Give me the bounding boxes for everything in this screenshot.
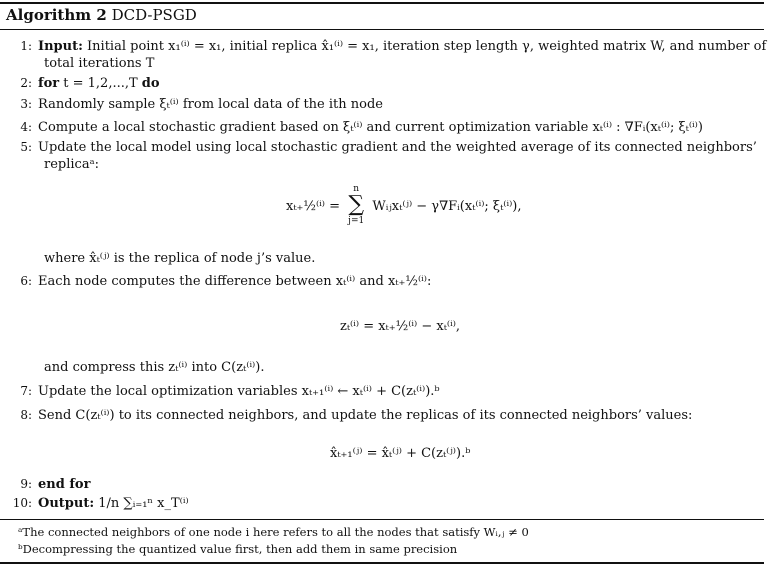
algorithm-title (6, 6, 197, 24)
step-7 (2, 383, 440, 400)
bottom-rule (0, 562, 764, 564)
step-number: 9: (20, 477, 32, 491)
step-number: 5: (20, 140, 32, 154)
eq1-sum-upper: n (353, 184, 360, 194)
step-4 (2, 119, 703, 136)
step-number: 8: (20, 408, 32, 422)
output-keyword: Output: (38, 496, 95, 511)
eq1-rhs: Wᵢⱼxₜ⁽ʲ⁾ − γ∇Fᵢ(xₜ⁽ⁱ⁾; ξₜ⁽ⁱ⁾), (372, 199, 522, 214)
loop-range: t = 1,2,...,T (63, 76, 138, 91)
step-10 (2, 495, 189, 512)
step-9 (2, 476, 90, 493)
step-number: 3: (20, 97, 32, 111)
equation-local-update (286, 184, 521, 226)
step-text: Each node computes the difference between xₜ⁽ⁱ⁾ and xₜ₊½⁽ⁱ⁾: (38, 274, 432, 289)
step-number: 10: (12, 496, 32, 510)
step-number: 2: (20, 76, 32, 90)
step-text: Randomly sample ξₜ⁽ⁱ⁾ from local data of the ith node (38, 97, 383, 112)
eq1-lhs: xₜ₊½⁽ⁱ⁾ = (286, 199, 341, 214)
step-2 (2, 75, 160, 92)
step-1-continuation: total iterations T (44, 56, 155, 71)
step-text: 1/n ∑ᵢ₌₁ⁿ x_T⁽ⁱ⁾ (98, 496, 189, 511)
algorithm-name: DCD-PSGD (111, 6, 197, 24)
step-1 (2, 38, 766, 55)
do-keyword: do (141, 76, 160, 91)
step-6 (2, 273, 431, 290)
eq1-summation (348, 184, 364, 226)
step-text: Compute a local stochastic gradient based on ξₜ⁽ⁱ⁾ and current optimization variable xₜ⁽ⁱ⁾ : ∇Fᵢ(xₜ⁽ⁱ⁾; ξₜ⁽ⁱ⁾) (38, 120, 703, 135)
footnote-b: ᵇDecompressing the quantized value first, then add them in same precision (18, 542, 458, 556)
step-text: Initial point x₁⁽ⁱ⁾ = x₁, initial replica x̂₁⁽ⁱ⁾ = x₁, iteration step length γ, weighted matrix W, and number of (87, 39, 767, 54)
equation-replica-update: x̂ₜ₊₁⁽ʲ⁾ = x̂ₜ⁽ʲ⁾ + C(zₜ⁽ʲ⁾).ᵇ (330, 446, 471, 461)
top-rule (0, 2, 764, 4)
step-number: 7: (20, 384, 32, 398)
algorithm-label: Algorithm 2 (6, 6, 107, 24)
equation-difference: zₜ⁽ⁱ⁾ = xₜ₊½⁽ⁱ⁾ − xₜ⁽ⁱ⁾, (340, 319, 461, 334)
step-3 (2, 96, 383, 113)
footnote-a: ᵃThe connected neighbors of one node i here refers to all the nodes that satisfy Wᵢ,ⱼ ≠ 0 (18, 525, 529, 539)
step-5-continuation: replicaᵃ: (44, 157, 99, 172)
step-text: Update the local model using local stochastic gradient and the weighted average of its connected neighbors’ (38, 140, 757, 155)
input-keyword: Input: (38, 39, 83, 54)
step-text: Send C(zₜ⁽ⁱ⁾) to its connected neighbors, and update the replicas of its connected neighbors’ values: (38, 408, 693, 423)
step-6-compress: and compress this zₜ⁽ⁱ⁾ into C(zₜ⁽ⁱ⁾). (44, 360, 265, 375)
step-number: 1: (20, 39, 32, 53)
end-for-keyword: end for (38, 477, 91, 492)
step-number: 6: (20, 274, 32, 288)
step-5 (2, 139, 757, 156)
eq1-sum-symbol: ∑ (348, 192, 365, 217)
step-number: 4: (20, 120, 32, 134)
eq1-sum-lower: j=1 (348, 216, 365, 226)
footnote-rule (0, 519, 764, 520)
title-rule (0, 29, 764, 30)
for-keyword: for (38, 76, 60, 91)
step-8 (2, 407, 692, 424)
step-text: Update the local optimization variables xₜ₊₁⁽ⁱ⁾ ← xₜ⁽ⁱ⁾ + C(zₜ⁽ⁱ⁾).ᵇ (38, 384, 440, 399)
step-5-where: where x̂ₜ⁽ʲ⁾ is the replica of node j’s value. (44, 251, 316, 266)
